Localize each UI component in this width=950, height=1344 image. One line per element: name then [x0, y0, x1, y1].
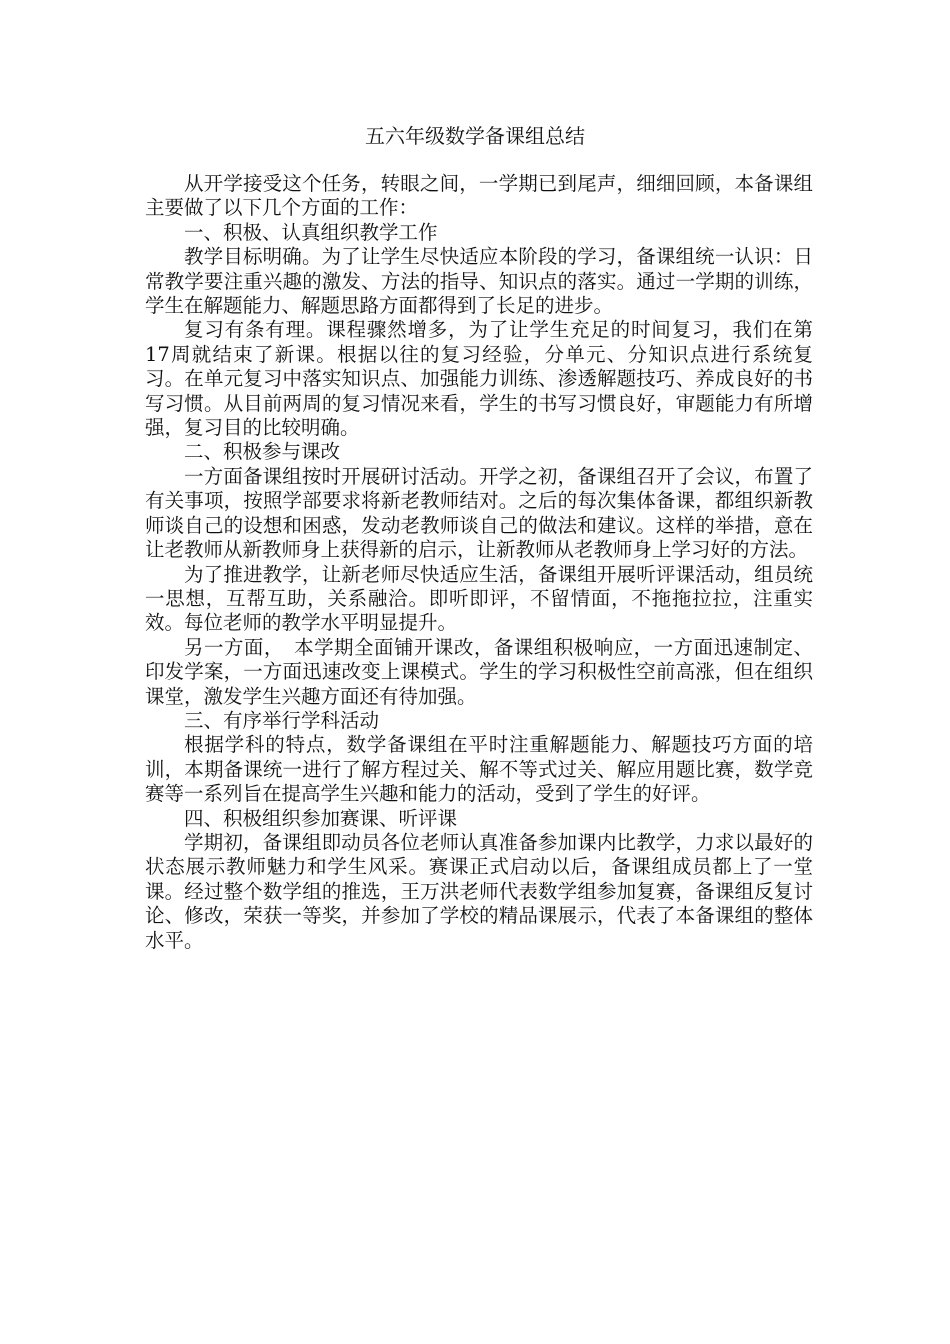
- paragraph-competition: 学期初，备课组即动员各位老师认真准备参加课内比教学，力求以最好的状态展示教师魅力和学生风采。赛课正式启动以后，备课组成员都上了一堂课。经过整个数学组的推选，王万洪老师代表数学组参加复赛，备课组反复讨论、修改，荣获一等奖，并参加了学校的精品课展示，代表了本备课组的整体水平。: [145, 830, 813, 952]
- document-title: 五六年级数学备课组总结: [365, 124, 585, 148]
- paragraph-research-activities: 一方面备课组按时开展研讨活动。开学之初，备课组召开了会议，布置了有关事项，按照学部要求将新老教师结对。之后的每次集体备课，都组织新教师谈自己的设想和困惑，发动老教师谈自己的做法和建议。这样的举措，意在让老教师从新教师身上获得新的启示，让新教师从老教师身上学习好的方法。: [145, 464, 813, 562]
- section-heading-2: 二、积极参与课改: [184, 440, 341, 464]
- section-heading-4: 四、积极组织参加赛课、听评课: [184, 806, 458, 830]
- paragraph-teaching-goals: 教学目标明确。为了让学生尽快适应本阶段的学习，备课组统一认识：日常教学要注重兴趣的激发、方法的指导、知识点的落实。通过一学期的训练，学生在解题能力、解题思路方面都得到了长足的进步。: [145, 245, 813, 318]
- paragraph-review: 复习有条有理。课程骤然增多，为了让学生充足的时间复习，我们在第17周就结束了新课。根据以往的复习经验，分单元、分知识点进行系统复习。在单元复习中落实知识点、加强能力训练、渗透解题技巧、养成良好的书写习惯。从目前两周的复习情况来看，学生的书写习惯良好，审题能力有所增强，复习目的比较明确。: [145, 318, 813, 440]
- paragraph-lesson-evaluation: 为了推进教学，让新老师尽快适应生活，备课组开展听评课活动，组员统一思想，互帮互助，关系融洽。即听即评，不留情面，不拖拖拉拉，注重实效。每位老师的教学水平明显提升。: [145, 562, 813, 635]
- section-heading-1: 一、积极、认真组织教学工作: [184, 220, 438, 244]
- paragraph-curriculum-reform: 另一方面， 本学期全面铺开课改，备课组积极响应，一方面迅速制定、印发学案，一方面迅速改变上课模式。学生的学习积极性空前高涨，但在组织课堂，激发学生兴趣方面还有待加强。: [145, 635, 813, 708]
- section-heading-3: 三、有序举行学科活动: [184, 708, 380, 732]
- paragraph-subject-activities: 根据学科的特点，数学备课组在平时注重解题能力、解题技巧方面的培训，本期备课统一进行了解方程过关、解不等式过关、解应用题比赛，数学竞赛等一系列旨在提高学生兴趣和能力的活动，受到了学生的好评。: [145, 733, 813, 806]
- document-body: [145, 172, 813, 953]
- intro-paragraph: 从开学接受这个任务，转眼之间，一学期已到尾声，细细回顾，本备课组主要做了以下几个方面的工作：: [145, 172, 813, 220]
